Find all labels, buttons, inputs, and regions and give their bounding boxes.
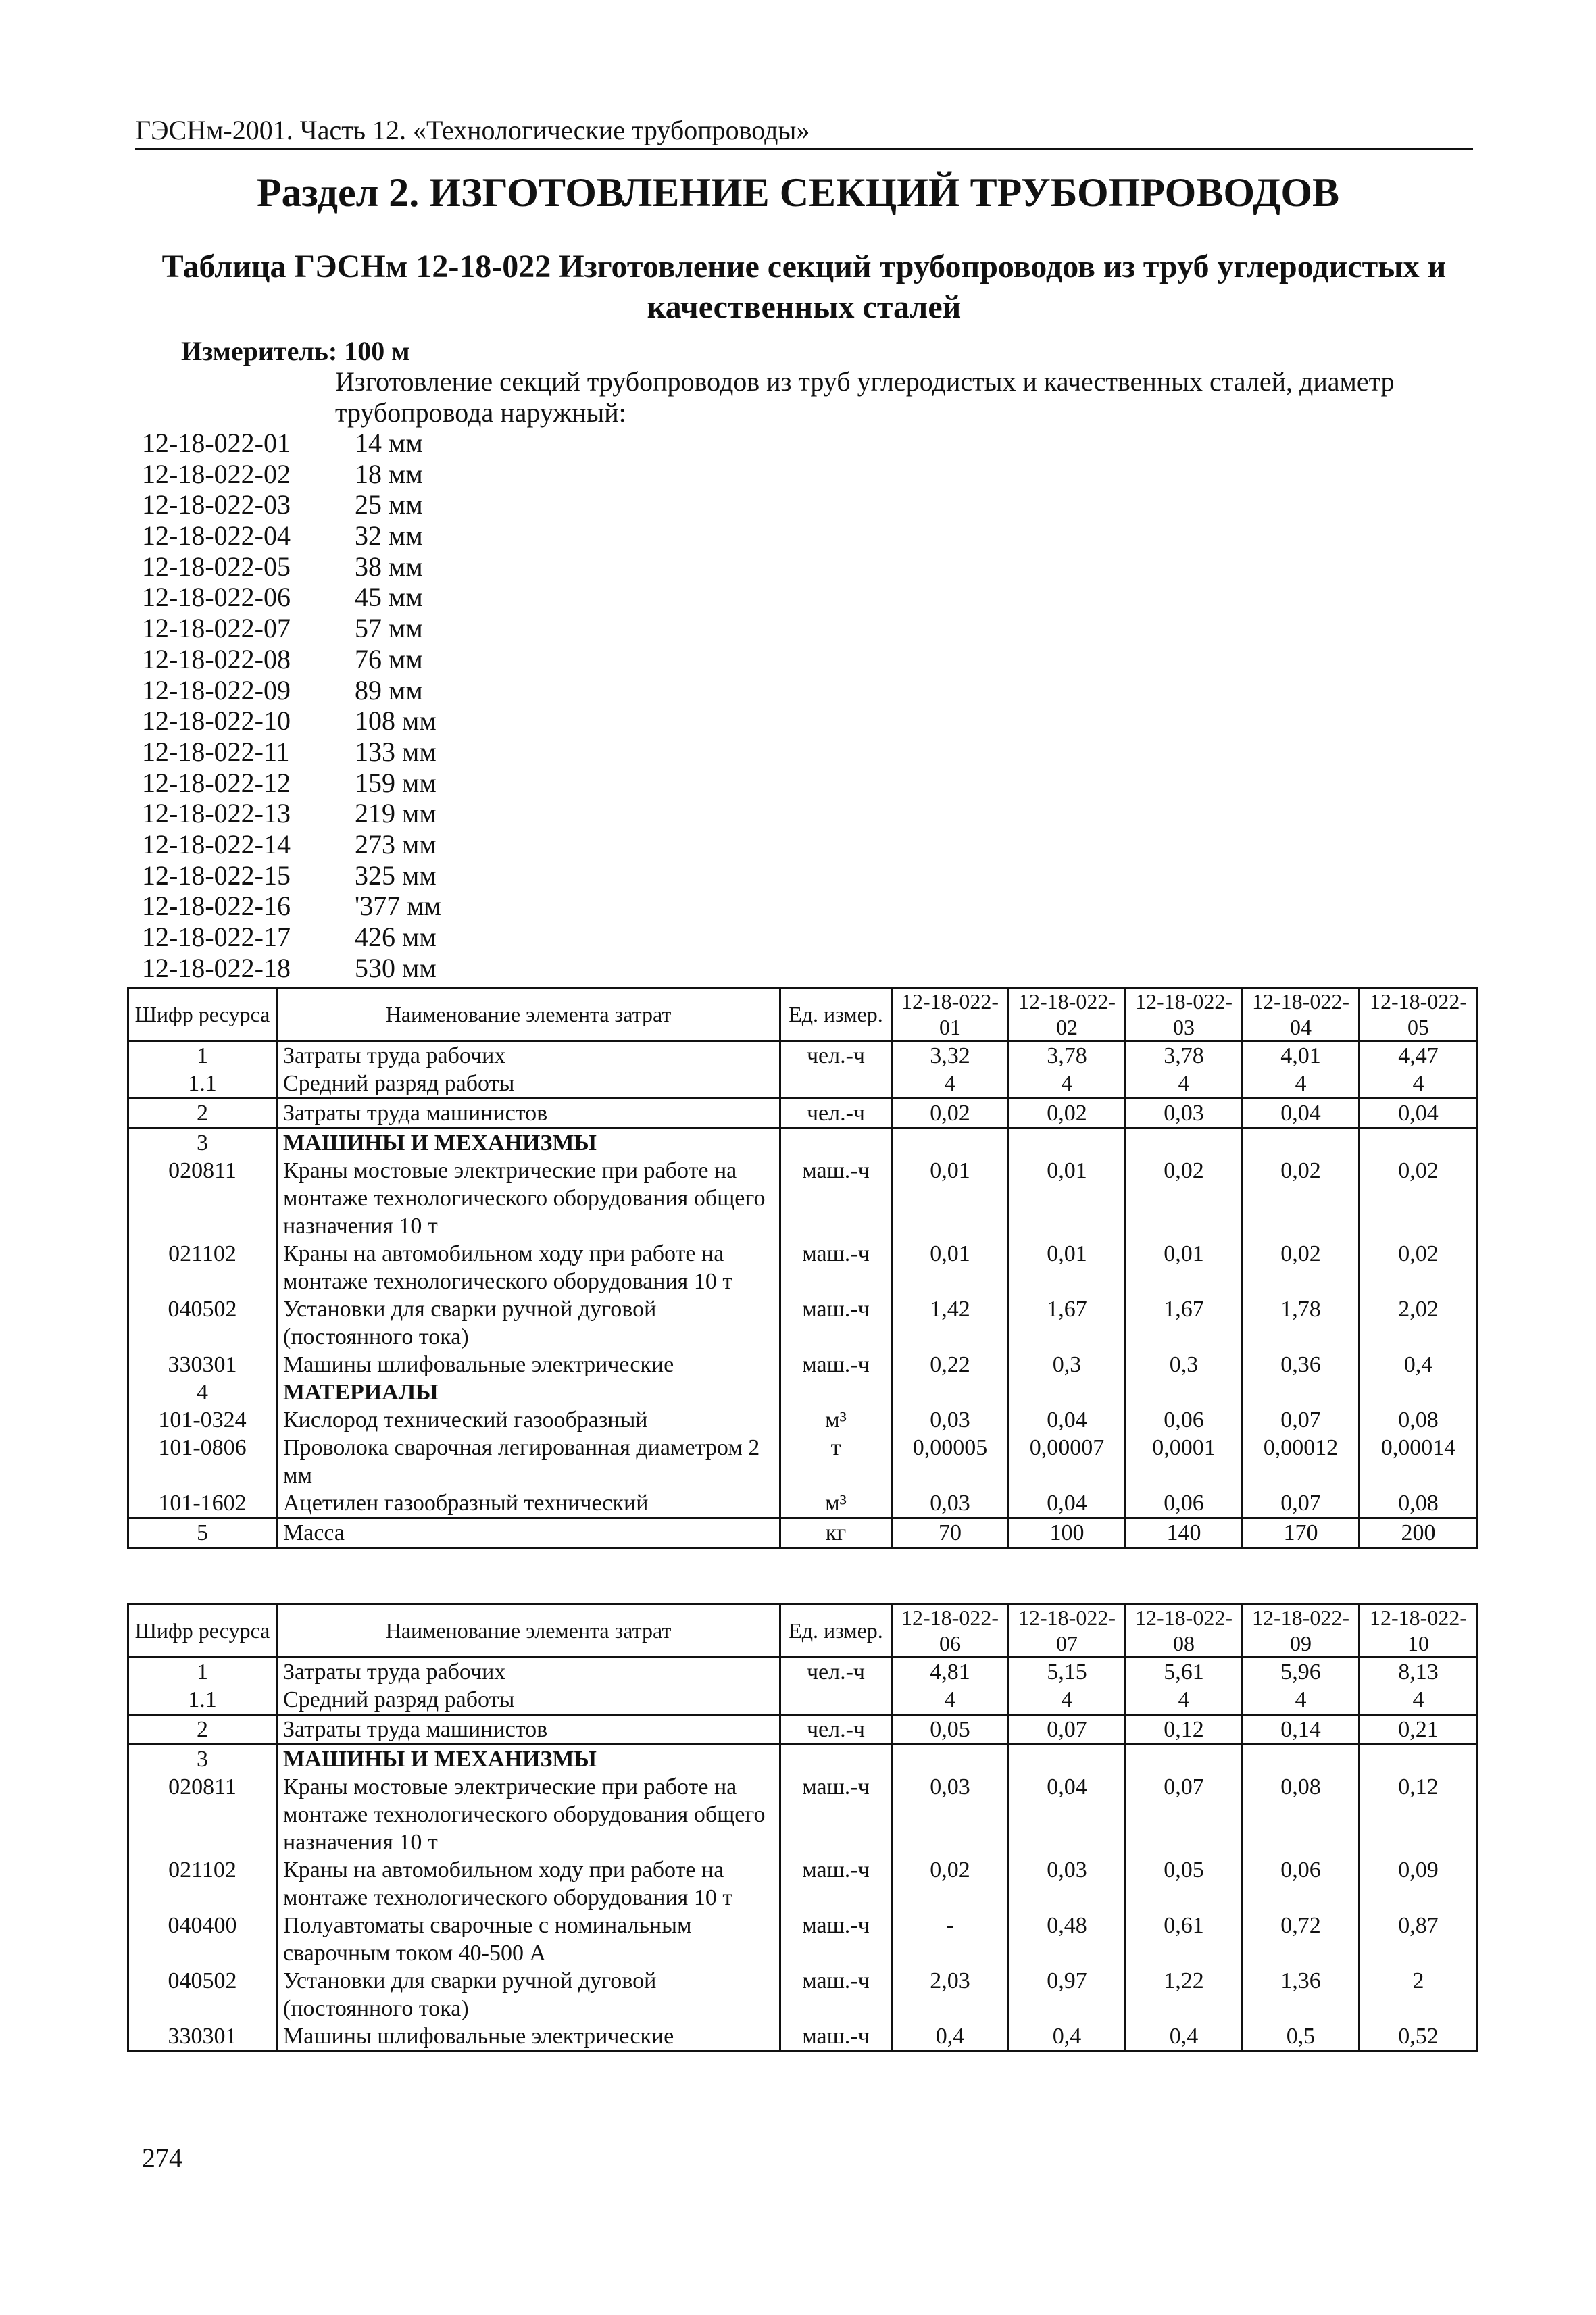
code-number: 12-18-022-13	[142, 798, 291, 829]
code-list-item	[142, 737, 750, 768]
header-element-name: Наименование элемента затрат	[277, 988, 780, 1041]
resource-code: 4	[128, 1378, 277, 1406]
value-cell: 0,3	[1126, 1351, 1243, 1378]
value-cell: 0,01	[1126, 1240, 1243, 1295]
value-cell: 140	[1126, 1518, 1243, 1548]
resource-code: 101-1602	[128, 1489, 277, 1518]
unit-cell	[780, 1686, 892, 1715]
table-row	[128, 1745, 1478, 1774]
value-cell: 0,08	[1360, 1406, 1478, 1434]
table-row	[128, 1715, 1478, 1745]
code-number: 12-18-022-05	[142, 551, 291, 582]
value-cell	[1243, 1378, 1360, 1406]
code-list-item	[142, 860, 750, 891]
code-number: 12-18-022-02	[142, 458, 291, 489]
header-norm-code: 12-18-022-08	[1126, 1604, 1243, 1658]
value-cell: 4	[892, 1070, 1009, 1099]
value-cell: 0,02	[892, 1856, 1009, 1912]
value-cell: 0,14	[1243, 1715, 1360, 1745]
value-cell: 0,4	[892, 2022, 1009, 2051]
code-list	[142, 428, 750, 983]
value-cell: 4	[892, 1686, 1009, 1715]
element-name: Проволока сварочная легированная диаметром 2 мм	[277, 1434, 780, 1489]
unit-cell: т	[780, 1434, 892, 1489]
value-cell	[892, 1745, 1009, 1774]
value-cell: 0,87	[1360, 1912, 1478, 1967]
table-row	[128, 1099, 1478, 1128]
header-rule	[135, 148, 1473, 150]
resource-code: 040502	[128, 1967, 277, 2022]
code-number: 12-18-022-12	[142, 767, 291, 798]
table-row	[128, 1434, 1478, 1489]
code-number: 12-18-022-01	[142, 428, 291, 458]
pipe-diameter: 108 мм	[355, 705, 437, 737]
table-row	[128, 1406, 1478, 1434]
resource-code: 040502	[128, 1295, 277, 1351]
pipe-diameter: 32 мм	[355, 520, 423, 551]
pipe-diameter: 76 мм	[355, 643, 423, 674]
code-list-item	[142, 644, 750, 675]
table-row	[128, 1518, 1478, 1548]
table-row	[128, 1070, 1478, 1099]
element-name: Краны на автомобильном ходу при работе на монтаже технологического оборудования 10 т	[277, 1856, 780, 1912]
value-cell: 4	[1360, 1070, 1478, 1099]
code-list-item	[142, 459, 750, 490]
table-title: Таблица ГЭСНм 12-18-022 Изготовление секций трубопроводов из труб углеродистых и качественных сталей	[161, 249, 1447, 325]
value-cell: 3,32	[892, 1041, 1009, 1070]
table-row	[128, 1157, 1478, 1240]
unit-cell: маш.-ч	[780, 1856, 892, 1912]
code-list-item	[142, 922, 750, 953]
resource-code: 021102	[128, 1856, 277, 1912]
value-cell: 0,02	[1360, 1240, 1478, 1295]
pipe-diameter: 133 мм	[355, 736, 437, 767]
code-list-item	[142, 891, 750, 922]
table-row	[128, 1658, 1478, 1687]
unit-cell	[780, 1378, 892, 1406]
resource-code: 1	[128, 1041, 277, 1070]
value-cell: 0,03	[892, 1773, 1009, 1856]
value-cell: 0,06	[1126, 1406, 1243, 1434]
value-cell: 0,01	[1009, 1240, 1126, 1295]
value-cell: 0,03	[1009, 1856, 1126, 1912]
pipe-diameter: 426 мм	[355, 922, 437, 952]
resource-code: 1.1	[128, 1070, 277, 1099]
value-cell: 0,02	[892, 1099, 1009, 1128]
code-number: 12-18-022-18	[142, 952, 291, 983]
table-row	[128, 1295, 1478, 1351]
code-list-item	[142, 613, 750, 644]
value-cell: 0,01	[892, 1240, 1009, 1295]
code-list-item	[142, 428, 750, 459]
cost-table-1	[127, 987, 1478, 1549]
header-norm-code: 12-18-022-01	[892, 988, 1009, 1041]
resource-code: 1	[128, 1658, 277, 1687]
value-cell: 0,08	[1360, 1489, 1478, 1518]
value-cell: 4	[1243, 1070, 1360, 1099]
pipe-diameter: '377 мм	[355, 891, 441, 922]
value-cell: 0,03	[1126, 1099, 1243, 1128]
pipe-diameter: 159 мм	[355, 767, 437, 798]
value-cell: 0,00007	[1009, 1434, 1126, 1489]
code-list-item	[142, 829, 750, 860]
pipe-diameter: 25 мм	[355, 489, 423, 520]
value-cell: 0,61	[1126, 1912, 1243, 1967]
pipe-diameter: 18 мм	[355, 458, 423, 489]
value-cell: 0,05	[892, 1715, 1009, 1745]
cost-table-2	[127, 1603, 1478, 2052]
value-cell: 4,01	[1243, 1041, 1360, 1070]
value-cell: 0,00012	[1243, 1434, 1360, 1489]
resource-code: 330301	[128, 1351, 277, 1378]
unit-cell: маш.-ч	[780, 1967, 892, 2022]
code-number: 12-18-022-11	[142, 736, 290, 767]
header-resource-code: Шифр ресурса	[128, 1604, 277, 1658]
table-row	[128, 1967, 1478, 2022]
unit-cell: чел.-ч	[780, 1041, 892, 1070]
element-name: Затраты труда машинистов	[277, 1715, 780, 1745]
value-cell: 4	[1126, 1686, 1243, 1715]
pipe-diameter: 89 мм	[355, 674, 423, 705]
unit-cell	[780, 1745, 892, 1774]
value-cell	[1126, 1378, 1243, 1406]
pipe-diameter: 325 мм	[355, 860, 437, 891]
table-row	[128, 1351, 1478, 1378]
resource-code: 020811	[128, 1773, 277, 1856]
value-cell: 3,78	[1126, 1041, 1243, 1070]
value-cell: 0,22	[892, 1351, 1009, 1378]
unit-cell: кг	[780, 1518, 892, 1548]
value-cell	[892, 1378, 1009, 1406]
value-cell	[1243, 1128, 1360, 1158]
header-norm-code: 12-18-022-07	[1009, 1604, 1126, 1658]
value-cell: 0,02	[1360, 1157, 1478, 1240]
value-cell: 5,96	[1243, 1658, 1360, 1687]
header-norm-code: 12-18-022-10	[1360, 1604, 1478, 1658]
value-cell: 0,07	[1243, 1489, 1360, 1518]
value-cell: 1,36	[1243, 1967, 1360, 2022]
value-cell: 0,04	[1243, 1099, 1360, 1128]
table-row	[128, 1128, 1478, 1158]
unit-cell: м³	[780, 1406, 892, 1434]
value-cell: 0,72	[1243, 1912, 1360, 1967]
table-row	[128, 2022, 1478, 2051]
value-cell: 0,02	[1126, 1157, 1243, 1240]
code-number: 12-18-022-04	[142, 520, 291, 551]
value-cell: 70	[892, 1518, 1009, 1548]
value-cell: 170	[1243, 1518, 1360, 1548]
value-cell: 0,07	[1126, 1773, 1243, 1856]
value-cell: 0,04	[1009, 1406, 1126, 1434]
element-name: Затраты труда машинистов	[277, 1099, 780, 1128]
unit-cell: чел.-ч	[780, 1099, 892, 1128]
element-name: Машины шлифовальные электрические	[277, 1351, 780, 1378]
table-row	[128, 1856, 1478, 1912]
element-name: МАШИНЫ И МЕХАНИЗМЫ	[277, 1745, 780, 1774]
header-element-name: Наименование элемента затрат	[277, 1604, 780, 1658]
value-cell: 0,03	[892, 1489, 1009, 1518]
value-cell: 0,97	[1009, 1967, 1126, 2022]
unit-cell: м³	[780, 1489, 892, 1518]
unit-cell: чел.-ч	[780, 1658, 892, 1687]
code-list-item	[142, 798, 750, 829]
value-cell: -	[892, 1912, 1009, 1967]
code-number: 12-18-022-06	[142, 582, 291, 613]
resource-code: 1.1	[128, 1686, 277, 1715]
resource-code: 101-0324	[128, 1406, 277, 1434]
code-list-item	[142, 675, 750, 706]
table-row	[128, 1041, 1478, 1070]
element-name: МАТЕРИАЛЫ	[277, 1378, 780, 1406]
header-norm-code: 12-18-022-06	[892, 1604, 1009, 1658]
pipe-diameter: 530 мм	[355, 952, 437, 983]
element-name: Средний разряд работы	[277, 1686, 780, 1715]
element-name: Установки для сварки ручной дуговой (постоянного тока)	[277, 1967, 780, 2022]
unit-cell	[780, 1128, 892, 1158]
value-cell: 1,22	[1126, 1967, 1243, 2022]
value-cell: 3,78	[1009, 1041, 1126, 1070]
value-cell	[892, 1128, 1009, 1158]
table-row	[128, 1773, 1478, 1856]
value-cell: 4	[1009, 1070, 1126, 1099]
header-norm-code: 12-18-022-04	[1243, 988, 1360, 1041]
header-norm-code: 12-18-022-03	[1126, 988, 1243, 1041]
value-cell: 0,00014	[1360, 1434, 1478, 1489]
value-cell: 2,03	[892, 1967, 1009, 2022]
code-number: 12-18-022-08	[142, 643, 291, 674]
resource-code: 2	[128, 1715, 277, 1745]
value-cell: 0,04	[1360, 1099, 1478, 1128]
value-cell: 0,52	[1360, 2022, 1478, 2051]
code-number: 12-18-022-03	[142, 489, 291, 520]
value-cell: 100	[1009, 1518, 1126, 1548]
element-name: Краны на автомобильном ходу при работе на монтаже технологического оборудования 10 т	[277, 1240, 780, 1295]
section-title: Раздел 2. ИЗГОТОВЛЕНИЕ СЕКЦИЙ ТРУБОПРОВОДОВ	[256, 170, 1340, 215]
code-number: 12-18-022-16	[142, 891, 291, 922]
value-cell	[1360, 1378, 1478, 1406]
value-cell: 0,03	[892, 1406, 1009, 1434]
unit-cell: маш.-ч	[780, 1351, 892, 1378]
table-row	[128, 1240, 1478, 1295]
header-resource-code: Шифр ресурса	[128, 988, 277, 1041]
value-cell: 4	[1360, 1686, 1478, 1715]
element-name: Краны мостовые электрические при работе на монтаже технологического оборудования общего назначения 10 т	[277, 1773, 780, 1856]
value-cell: 0,09	[1360, 1856, 1478, 1912]
element-name: Установки для сварки ручной дуговой (постоянного тока)	[277, 1295, 780, 1351]
resource-code: 3	[128, 1128, 277, 1158]
value-cell: 4	[1243, 1686, 1360, 1715]
pipe-diameter: 57 мм	[355, 613, 423, 644]
code-list-item	[142, 953, 750, 984]
pipe-diameter: 38 мм	[355, 551, 423, 582]
element-name: Машины шлифовальные электрические	[277, 2022, 780, 2051]
value-cell: 0,08	[1243, 1773, 1360, 1856]
resource-code: 040400	[128, 1912, 277, 1967]
value-cell: 0,01	[892, 1157, 1009, 1240]
code-number: 12-18-022-15	[142, 860, 291, 891]
element-name: МАШИНЫ И МЕХАНИЗМЫ	[277, 1128, 780, 1158]
value-cell: 0,02	[1009, 1099, 1126, 1128]
code-number: 12-18-022-07	[142, 613, 291, 644]
header-norm-code: 12-18-022-02	[1009, 988, 1126, 1041]
code-list-item	[142, 768, 750, 799]
resource-code: 330301	[128, 2022, 277, 2051]
table-row	[128, 1686, 1478, 1715]
element-name: Краны мостовые электрические при работе на монтаже технологического оборудования общего назначения 10 т	[277, 1157, 780, 1240]
element-name: Средний разряд работы	[277, 1070, 780, 1099]
resource-code: 021102	[128, 1240, 277, 1295]
table-header-row	[128, 988, 1478, 1041]
value-cell: 0,12	[1360, 1773, 1478, 1856]
code-list-item	[142, 489, 750, 520]
unit-cell: маш.-ч	[780, 2022, 892, 2051]
value-cell	[1009, 1745, 1126, 1774]
value-cell	[1009, 1378, 1126, 1406]
value-cell: 0,07	[1243, 1406, 1360, 1434]
unit-cell: маш.-ч	[780, 1773, 892, 1856]
value-cell: 0,4	[1126, 2022, 1243, 2051]
value-cell: 0,4	[1009, 2022, 1126, 2051]
value-cell	[1009, 1128, 1126, 1158]
code-number: 12-18-022-09	[142, 674, 291, 705]
value-cell: 4	[1126, 1070, 1243, 1099]
code-list-item	[142, 705, 750, 737]
element-name: Затраты труда рабочих	[277, 1658, 780, 1687]
value-cell: 0,0001	[1126, 1434, 1243, 1489]
pipe-diameter: 219 мм	[355, 798, 437, 829]
value-cell: 1,67	[1126, 1295, 1243, 1351]
resource-code: 2	[128, 1099, 277, 1128]
resource-code: 3	[128, 1745, 277, 1774]
measure-label: Измеритель: 100 м	[181, 336, 410, 366]
page-number: 274	[142, 2143, 182, 2173]
value-cell: 2	[1360, 1967, 1478, 2022]
value-cell: 0,06	[1126, 1489, 1243, 1518]
table-row	[128, 1489, 1478, 1518]
value-cell: 0,02	[1243, 1157, 1360, 1240]
header-norm-code: 12-18-022-09	[1243, 1604, 1360, 1658]
value-cell: 0,48	[1009, 1912, 1126, 1967]
running-head: ГЭСНм-2001. Часть 12. «Технологические трубопроводы»	[135, 115, 810, 145]
element-name: Ацетилен газообразный технический	[277, 1489, 780, 1518]
pipe-diameter: 273 мм	[355, 828, 437, 860]
value-cell	[1126, 1128, 1243, 1158]
code-number: 12-18-022-10	[142, 705, 291, 737]
code-list-item	[142, 520, 750, 551]
value-cell: 8,13	[1360, 1658, 1478, 1687]
value-cell	[1126, 1745, 1243, 1774]
table-description: Изготовление секций трубопроводов из труб углеродистых и качественных сталей, диаметр трубопровода наружный:	[335, 366, 1395, 428]
unit-cell: маш.-ч	[780, 1157, 892, 1240]
code-list-item	[142, 582, 750, 613]
code-list-item	[142, 551, 750, 582]
unit-cell: чел.-ч	[780, 1715, 892, 1745]
element-name: Полуавтоматы сварочные с номинальным сварочным током 40-500 А	[277, 1912, 780, 1967]
code-number: 12-18-022-14	[142, 828, 291, 860]
value-cell: 0,01	[1009, 1157, 1126, 1240]
unit-cell: маш.-ч	[780, 1912, 892, 1967]
value-cell: 0,05	[1126, 1856, 1243, 1912]
resource-code: 5	[128, 1518, 277, 1548]
pipe-diameter: 45 мм	[355, 582, 423, 613]
header-unit: Ед. измер.	[780, 1604, 892, 1658]
value-cell: 0,5	[1243, 2022, 1360, 2051]
value-cell: 4,81	[892, 1658, 1009, 1687]
table-header-row	[128, 1604, 1478, 1658]
table-row	[128, 1378, 1478, 1406]
code-number: 12-18-022-17	[142, 922, 291, 952]
value-cell: 1,78	[1243, 1295, 1360, 1351]
unit-cell	[780, 1070, 892, 1099]
resource-code: 020811	[128, 1157, 277, 1240]
value-cell	[1360, 1128, 1478, 1158]
value-cell: 2,02	[1360, 1295, 1478, 1351]
value-cell: 0,04	[1009, 1773, 1126, 1856]
value-cell: 4,47	[1360, 1041, 1478, 1070]
value-cell: 1,67	[1009, 1295, 1126, 1351]
header-norm-code: 12-18-022-05	[1360, 988, 1478, 1041]
value-cell: 0,07	[1009, 1715, 1126, 1745]
value-cell: 0,36	[1243, 1351, 1360, 1378]
header-unit: Ед. измер.	[780, 988, 892, 1041]
element-name: Кислород технический газообразный	[277, 1406, 780, 1434]
value-cell: 0,00005	[892, 1434, 1009, 1489]
unit-cell: маш.-ч	[780, 1240, 892, 1295]
value-cell: 0,4	[1360, 1351, 1478, 1378]
value-cell: 0,02	[1243, 1240, 1360, 1295]
unit-cell: маш.-ч	[780, 1295, 892, 1351]
value-cell: 0,3	[1009, 1351, 1126, 1378]
table-row	[128, 1912, 1478, 1967]
value-cell: 0,06	[1243, 1856, 1360, 1912]
value-cell: 5,61	[1126, 1658, 1243, 1687]
value-cell: 0,21	[1360, 1715, 1478, 1745]
element-name: Затраты труда рабочих	[277, 1041, 780, 1070]
value-cell: 0,12	[1126, 1715, 1243, 1745]
element-name: Масса	[277, 1518, 780, 1548]
value-cell: 1,42	[892, 1295, 1009, 1351]
pipe-diameter: 14 мм	[355, 428, 423, 458]
value-cell	[1360, 1745, 1478, 1774]
value-cell: 4	[1009, 1686, 1126, 1715]
value-cell	[1243, 1745, 1360, 1774]
resource-code: 101-0806	[128, 1434, 277, 1489]
value-cell: 200	[1360, 1518, 1478, 1548]
value-cell: 5,15	[1009, 1658, 1126, 1687]
value-cell: 0,04	[1009, 1489, 1126, 1518]
